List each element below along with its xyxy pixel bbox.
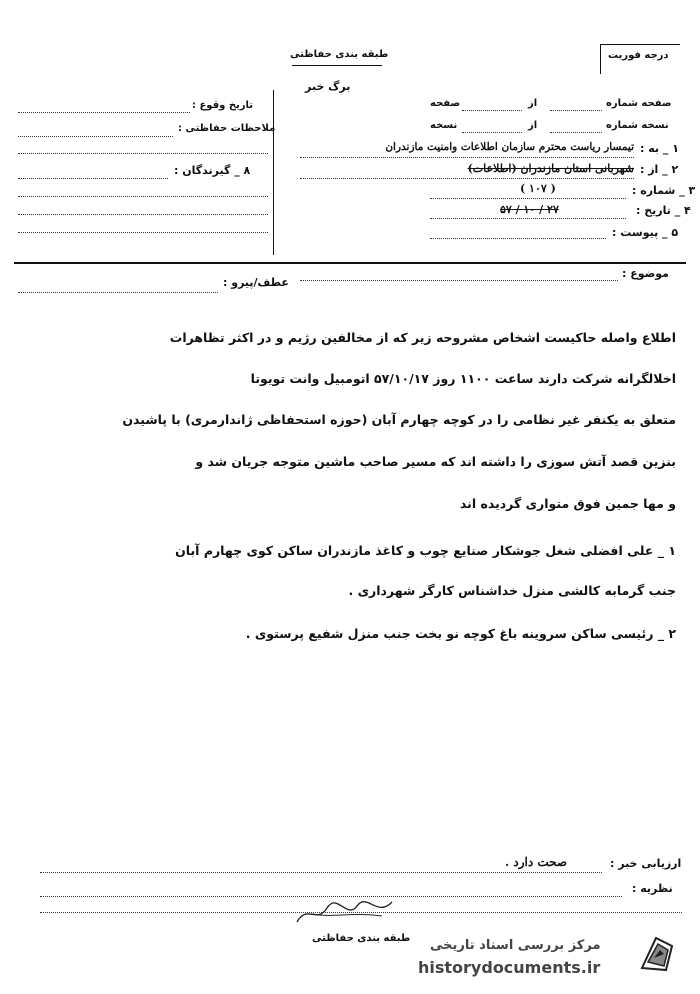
classification-top: طبقه بندی حفاظتی bbox=[290, 49, 389, 60]
priority-label: درجه فوریت bbox=[608, 50, 669, 61]
body-line-5: و مها جمین فوق متواری گردیده اند bbox=[459, 496, 676, 511]
body-line-2: اخلالگرانه شرکت دارند ساعت ۱۱۰۰ روز ۵۷/۱۰/۱۷ اتومبیل وانت تویوتا bbox=[250, 371, 676, 386]
recipients-line-4 bbox=[18, 232, 268, 233]
recipients-label: ۸ _ گیرندگان : bbox=[174, 164, 251, 177]
date-value: ۲۷ / ۱۰ / ۵۷ bbox=[500, 203, 559, 216]
date-line bbox=[430, 218, 626, 219]
signature-scribble bbox=[292, 894, 402, 930]
body-item-1a: ۱ _ علی افضلی شغل جوشکار صنایع چوب و کاغذ مازندران ساکن کوی چهارم آبان bbox=[175, 543, 676, 558]
security-notes-label: ملاحظات حفاظتی : bbox=[178, 123, 276, 134]
body-line-3: متعلق به یکنفر غیر نظامی را در کوچه چهارم آبان (حوزه استحفاظی ژاندارمری) با پاشیدن bbox=[122, 412, 676, 427]
date-of-event-label: تاریخ وقوع : bbox=[192, 100, 254, 111]
copy-no-label: نسخه شماره bbox=[606, 120, 669, 131]
priority-box-left bbox=[600, 44, 601, 74]
number-label: ۳ _ شماره : bbox=[632, 184, 696, 197]
assessment-value: صحت دارد . bbox=[505, 855, 568, 869]
page-no-line bbox=[550, 110, 602, 111]
form-title: برگ خبر bbox=[305, 80, 351, 93]
watermark-logo-icon bbox=[636, 932, 678, 974]
to-value: تیمسار ریاست محترم سازمان اطلاعات وامنیت مازندران bbox=[385, 141, 634, 153]
reference-line bbox=[18, 292, 218, 293]
recipients-line-2 bbox=[18, 196, 268, 197]
body-item-2: ۲ _ رئیسی ساکن سروینه باغ کوچه نو بخت جنب منزل شفیع پرستوی . bbox=[245, 626, 676, 641]
assessment-label: ارزیابی خبر : bbox=[610, 857, 682, 870]
page-from-label: از bbox=[528, 98, 538, 109]
copy-from-label: از bbox=[528, 120, 538, 131]
priority-box-top bbox=[600, 44, 680, 45]
to-line bbox=[300, 157, 634, 158]
date-label: ۴ _ تاریخ : bbox=[636, 204, 691, 217]
attachment-line bbox=[430, 238, 606, 239]
from-value: شهربانی استان مازندران (اطلاعات) bbox=[467, 162, 634, 175]
recipients-line-3 bbox=[18, 214, 268, 215]
from-line bbox=[300, 178, 634, 179]
body-line-1: اطلاع واصله حاکیست اشخاص مشروحه زیر که از مخالفین رژیم و در اکثر تظاهرات bbox=[169, 330, 676, 345]
classification-bottom: طبقه بندی حفاظتی bbox=[312, 933, 411, 944]
recipients-line-1 bbox=[18, 178, 168, 179]
page-from-line bbox=[462, 110, 522, 111]
classification-rule-top bbox=[292, 65, 382, 66]
watermark-name: مرکز بررسی اسناد تاریخی bbox=[430, 938, 601, 953]
column-divider bbox=[273, 90, 274, 255]
subject-label: موضوع : bbox=[622, 267, 669, 280]
security-notes-line-2 bbox=[18, 153, 268, 154]
opinion-label: نظریه : bbox=[632, 882, 673, 895]
copy-unit-label: نسخه bbox=[430, 120, 458, 131]
copy-from-line bbox=[462, 132, 522, 133]
subject-line bbox=[300, 280, 618, 281]
assessment-line bbox=[40, 872, 602, 873]
number-value: ( ۱۰۷ ) bbox=[520, 182, 556, 195]
security-notes-line bbox=[18, 136, 173, 137]
header-divider bbox=[14, 262, 686, 264]
reference-label: عطف/پیرو : bbox=[223, 276, 289, 289]
page-no-label: صفحه شماره bbox=[606, 98, 672, 109]
to-label: ۱ _ به : bbox=[640, 142, 679, 155]
page-unit-label: صفحه bbox=[430, 98, 461, 109]
copy-no-line bbox=[550, 132, 602, 133]
body-line-4: بنزین قصد آتش سوزی را داشته اند که مسیر صاحب ماشین متوجه جریان شد و bbox=[195, 454, 676, 469]
body-item-1b: جنب گرمابه کالشی منزل خداشناس کارگر شهرداری . bbox=[348, 583, 676, 598]
date-of-event-line bbox=[18, 112, 190, 113]
watermark-url: historydocuments.ir bbox=[418, 958, 601, 977]
from-label: ۲ _ از : bbox=[640, 163, 679, 176]
attachment-label: ۵ _ پیوست : bbox=[612, 226, 679, 239]
number-line bbox=[430, 198, 626, 199]
